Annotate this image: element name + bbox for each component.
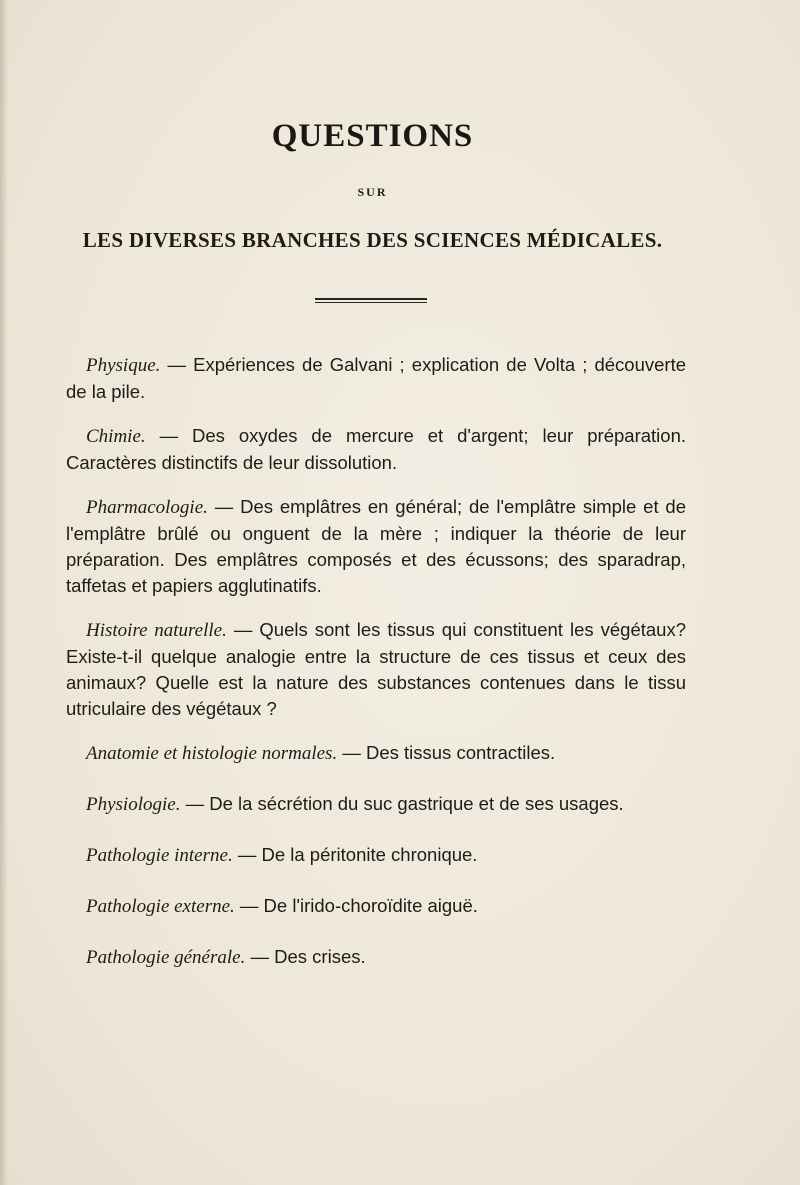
question-subject: Pathologie générale. <box>86 947 246 968</box>
question-subject: Chimie. <box>86 426 146 447</box>
question-text: — Des oxydes de mercure et d'argent; leur préparation. Caractères distinctifs de leur dissolution. <box>66 425 686 473</box>
page-subtitle: LES DIVERSES BRANCHES DES SCIENCES MÉDICALES. <box>82 228 663 252</box>
question-subject: Physiologie. <box>86 794 181 815</box>
question-text: — Des tissus contractiles. <box>342 742 556 763</box>
question-subject: Physique. <box>86 355 161 376</box>
question-subject: Pathologie externe. <box>86 896 235 917</box>
question-pathologie-interne <box>66 842 686 869</box>
page-title: QUESTIONS <box>271 118 474 154</box>
question-histoire-naturelle <box>66 617 686 722</box>
question-text: — Quels sont les tissus qui constituent les végétaux? Existe-t-il quelque analogie entre la structure de ces tissus et ceux des animaux? Quelle est la nature des substances contenues dans le tissu utriculaire des végétaux ? <box>66 619 687 719</box>
question-physiologie <box>66 791 686 818</box>
page-edge-shadow <box>0 0 8 1185</box>
question-chimie <box>66 423 686 476</box>
question-pathologie-externe <box>66 893 686 920</box>
question-subject: Pharmacologie. <box>86 497 208 518</box>
question-subject: Pathologie interne. <box>86 845 233 866</box>
question-text: — Des crises. <box>250 946 366 967</box>
question-text: — Expériences de Galvani ; explication de Volta ; découverte de la pile. <box>66 354 686 402</box>
question-text: — De l'irido-choroïdite aiguë. <box>239 895 478 916</box>
question-text: — De la sécrétion du suc gastrique et de ses usages. <box>185 793 624 814</box>
question-pharmacologie <box>66 494 686 599</box>
question-text: — De la péritonite chronique. <box>237 844 478 865</box>
question-anatomie <box>66 740 686 767</box>
title-connector: SUR <box>357 185 388 199</box>
title-rule <box>315 298 427 300</box>
question-text: — Des emplâtres en général; de l'emplâtre simple et de l'emplâtre brûlé ou onguent de la mère ; indiquer la théorie de leur préparation. Des emplâtres composés et des écussons; des sparadrap, taffetas et papiers agglutinatifs. <box>66 496 686 596</box>
question-pathologie-generale <box>66 944 686 971</box>
question-subject: Anatomie et histologie normales. <box>86 743 338 764</box>
question-subject: Histoire naturelle. <box>86 620 227 641</box>
questions-list <box>66 352 686 995</box>
question-physique <box>66 352 686 405</box>
